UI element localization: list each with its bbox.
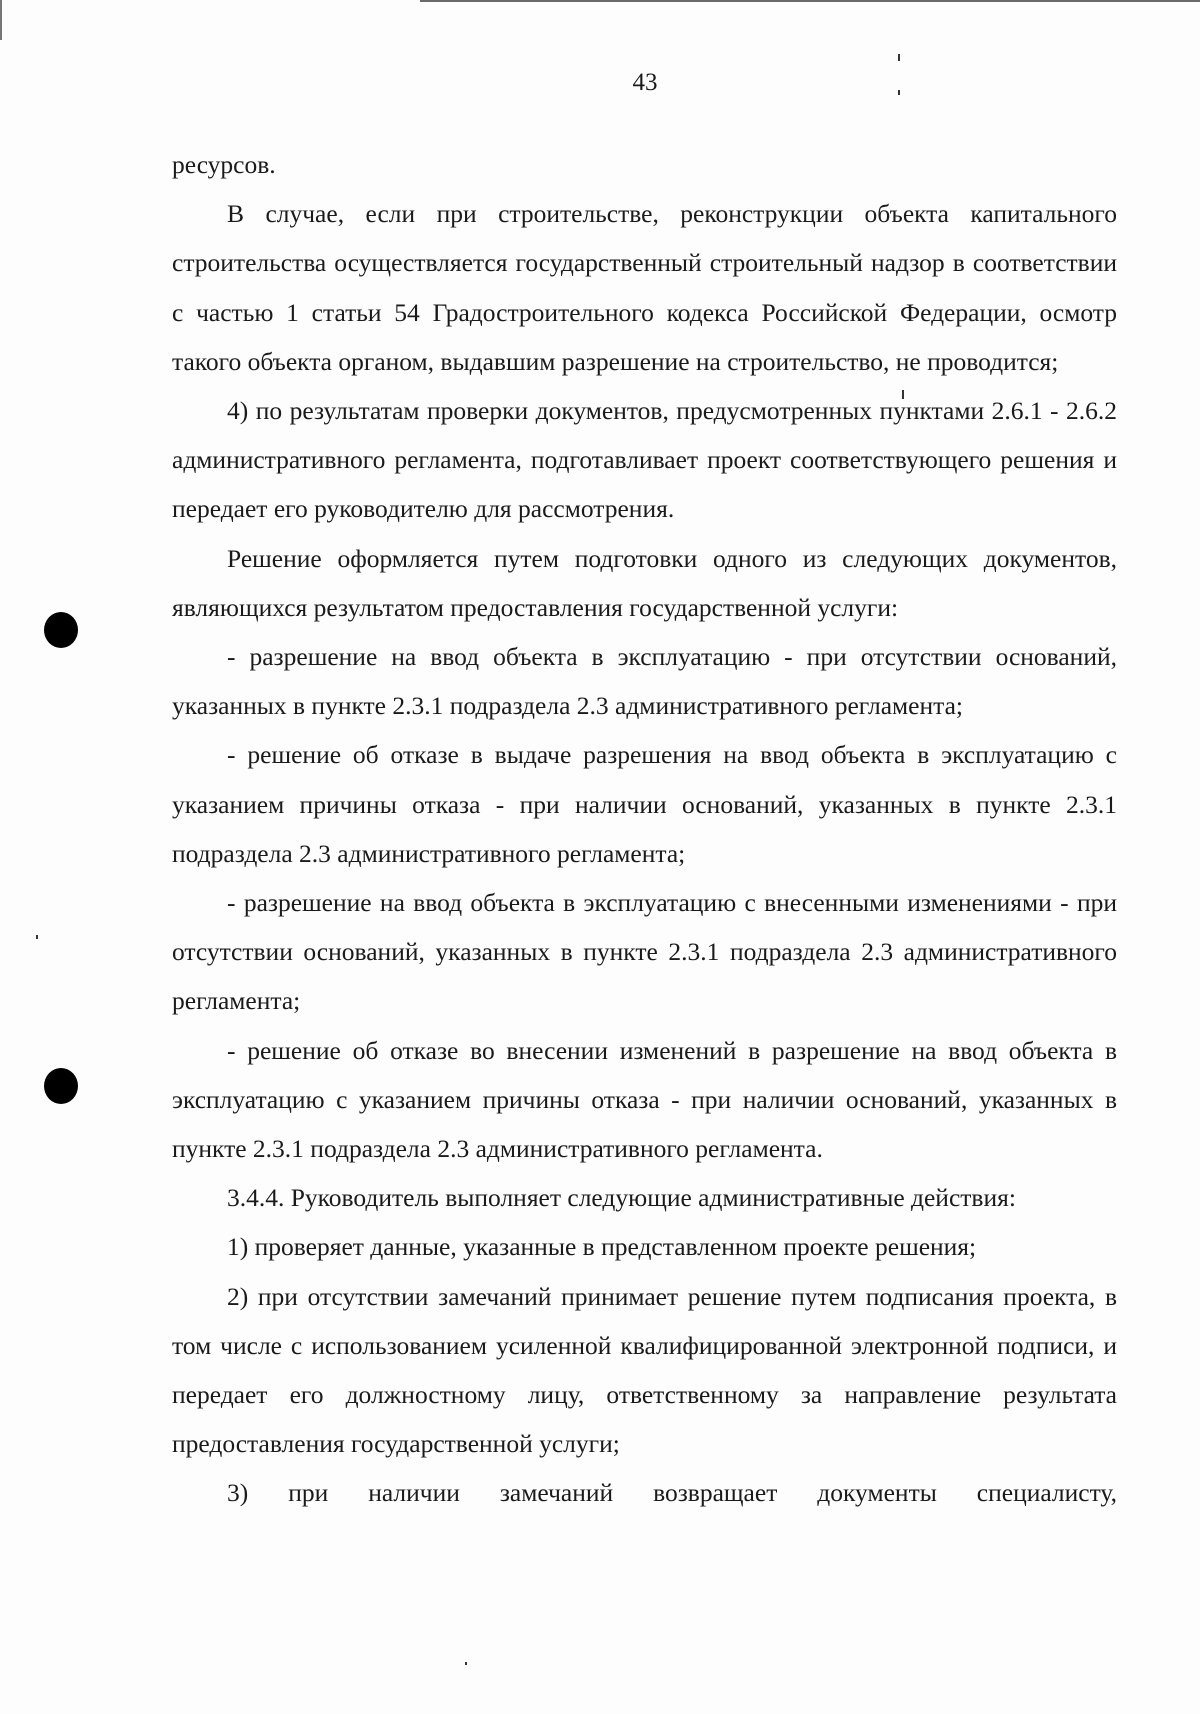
scan-top-rule (420, 0, 1200, 2)
scan-speck (898, 54, 900, 61)
paragraph: Решение оформляется путем подготовки одного из следующих документов, являющихся результатом предоставления государственной услуги: (172, 543, 1117, 622)
list-item: - решение об отказе во внесении изменений в разрешение на ввод объекта в эксплуатацию с указанием причины отказа - при наличии оснований, указанных в пункте 2.3.1 подраздела 2.3 административного регламента. (172, 1035, 1117, 1164)
paragraph: 4) по результатам проверки документов, предусмотренных пунктами 2.6.1 - 2.6.2 административного регламента, подготавливает проект соответствующего решения и передает его руководителю для рассмотрения. (172, 396, 1117, 524)
paragraph: ресурсов. (172, 150, 276, 179)
page-number: 43 (632, 69, 658, 96)
list-item: - разрешение на ввод объекта в эксплуатацию - при отсутствии оснований, указанных в пункте 2.3.1 подраздела 2.3 административного регламента; (172, 642, 1117, 721)
section-heading: 3.4.4. Руководитель выполняет следующие административные действия: (227, 1183, 1016, 1213)
scan-speck (36, 935, 38, 939)
punch-hole (44, 1068, 78, 1104)
list-item: - разрешение на ввод объекта в эксплуатацию с внесенными изменениями - при отсутствии оснований, указанных в пункте 2.3.1 подраздела 2.3 административного регламента; (172, 888, 1117, 1016)
document-body (172, 140, 1117, 1518)
paragraph: В случае, если при строительстве, реконструкции объекта капитального строительства осуществляется государственный строительный надзор в соответствии с частью 1 статьи 54 Градостроительного кодекса Российской Федерации, осмотр такого объекта органом, выдавшим разрешение на строительство, не проводится; (172, 199, 1117, 376)
list-item: - решение об отказе в выдаче разрешения на ввод объекта в эксплуатацию с указанием причины отказа - при наличии оснований, указанных в пункте 2.3.1 подраздела 2.3 административного регламента; (172, 740, 1117, 868)
scan-speck (465, 1662, 467, 1665)
scan-left-edge (0, 0, 2, 40)
paragraph: 1) проверяет данные, указанные в представленном проекте решения; (227, 1232, 977, 1262)
paragraph: 3) при наличии замечаний возвращает документы специалисту, (227, 1478, 1117, 1508)
paragraph: 2) при отсутствии замечаний принимает решение путем подписания проекта, в том числе с использованием усиленной квалифицированной электронной подписи, и передает его должностному лицу, ответственному за направление результата предоставления государственной услуги; (172, 1281, 1117, 1459)
punch-hole (44, 612, 78, 648)
